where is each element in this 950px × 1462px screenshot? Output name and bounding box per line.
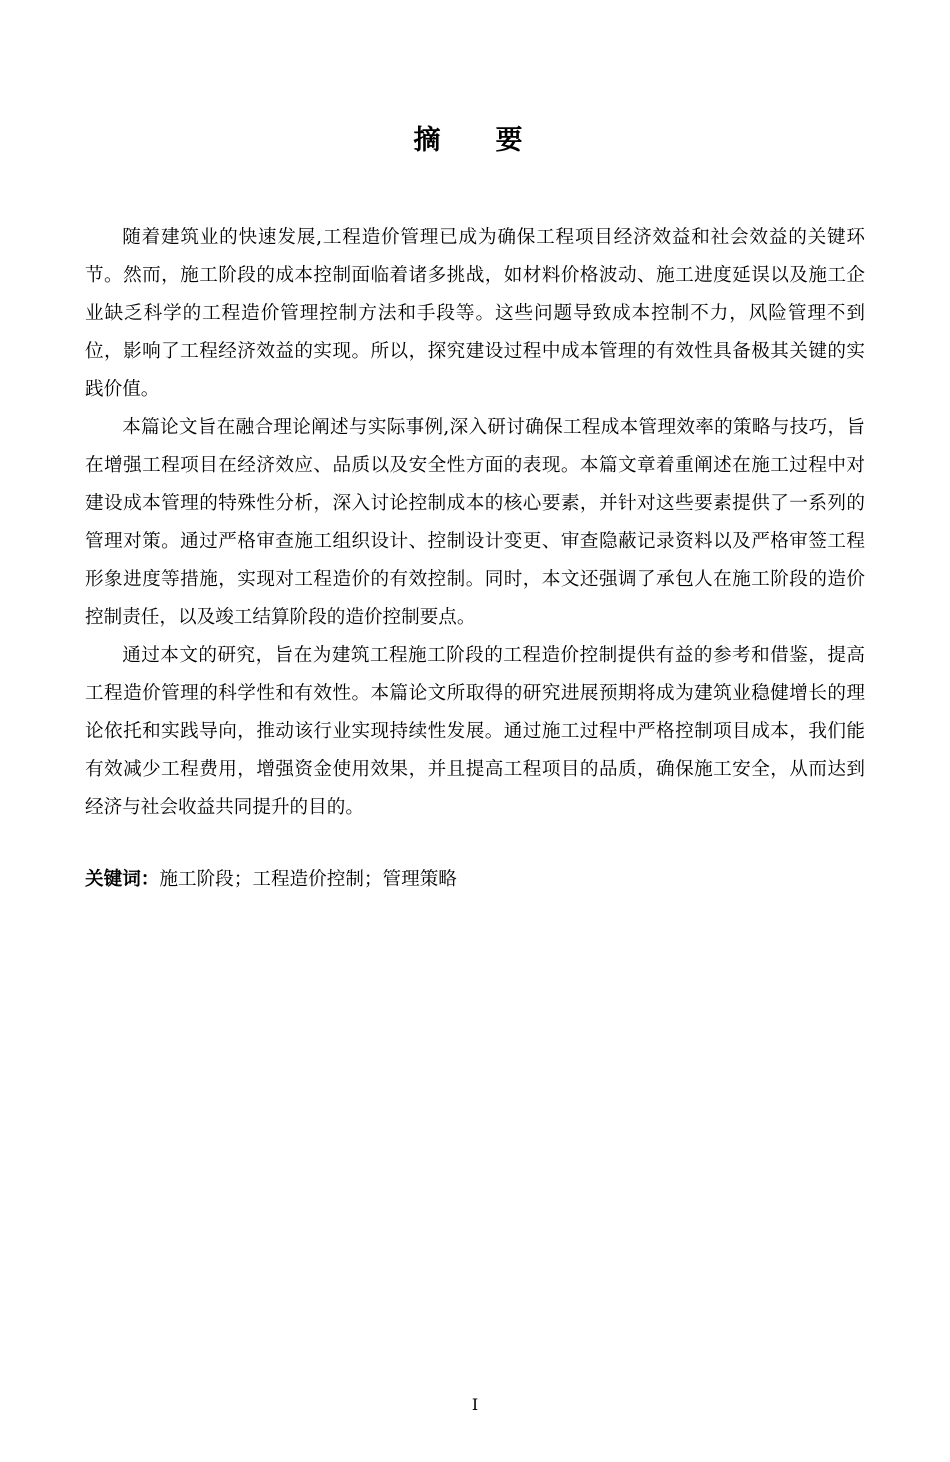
paragraph: 通过本文的研究，旨在为建筑工程施工阶段的工程造价控制提供有益的参考和借鉴，提高工程造价管理的科学性和有效性。本篇论文所取得的研究进展预期将成为建筑业稳健增长的理论依托和实践导向，推动该行业实现持续性发展。通过施工过程中严格控制项目成本，我们能有效减少工程费用，增强资金使用效果，并且提高工程项目的品质，确保施工安全，从而达到经济与社会收益共同提升的目的。 (85, 645, 865, 818)
document-page (0, 118, 950, 1462)
abstract-body (85, 219, 865, 827)
keywords-line (85, 861, 865, 899)
keywords-value: 施工阶段；工程造价控制；管理策略 (159, 869, 457, 890)
keywords-label: 关键词： (85, 869, 160, 890)
paragraph: 随着建筑业的快速发展,工程造价管理已成为确保工程项目经济效益和社会效益的关键环节。然而，施工阶段的成本控制面临着诸多挑战，如材料价格波动、施工进度延误以及施工企业缺乏科学的工程造价管理控制方法和手段等。这些问题导致成本控制不力，风险管理不到位，影响了工程经济效益的实现。所以，探究建设过程中成本管理的有效性具备极其关键的实践价值。 (85, 227, 865, 400)
paragraph: 本篇论文旨在融合理论阐述与实际事例,深入研讨确保工程成本管理效率的策略与技巧，旨在增强工程项目在经济效应、品质以及安全性方面的表现。本篇文章着重阐述在施工过程中对建设成本管理的特殊性分析，深入讨论控制成本的核心要素，并针对这些要素提供了一系列的管理对策。通过严格审查施工组织设计、控制设计变更、审查隐蔽记录资料以及严格审签工程形象进度等措施，实现对工程造价的有效控制。同时，本文还强调了承包人在施工阶段的造价控制责任，以及竣工结算阶段的造价控制要点。 (85, 417, 865, 628)
page-number: I (471, 1395, 479, 1414)
page-title: 摘 要 (413, 125, 537, 156)
